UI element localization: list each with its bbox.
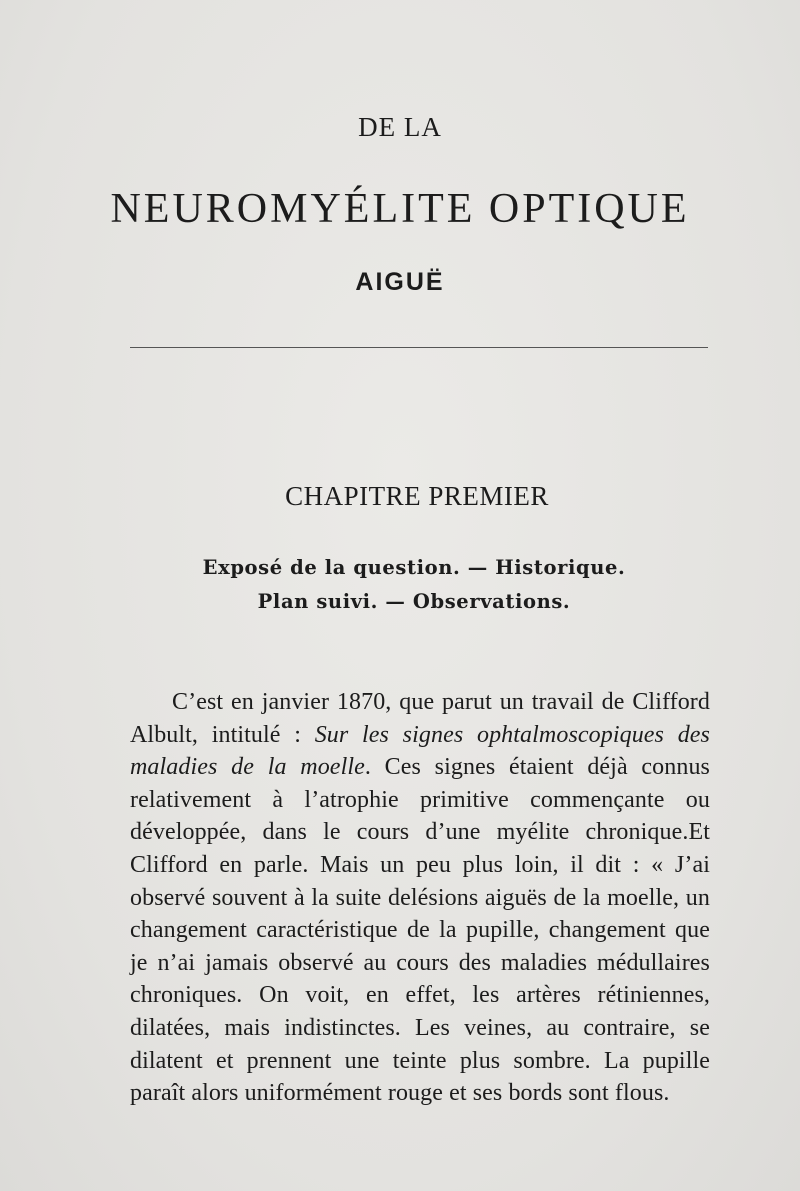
main-title: NEUROMYÉLITE OPTIQUE [110,186,690,232]
body-paragraph [130,686,710,1110]
paragraph-part-2: . Ces signes étaient déjà connus relativement à l’atrophie primitive commençante ou développée, dans le cours d’une myélite chronique.Et Clifford en parle. Mais un peu plus loin, il dit : « J’ai observé souvent à la suite delésions aiguës de la moelle, un changement caractéristique de la pupille, changement que je n’ai jamais observé au cours des maladies médullaires chroniques. On voit, en effet, les artères rétiniennes, dilatées, mais indistinctes. Les veines, au contraire, se dilatent et prennent une teinte plus sombre. La pupille paraît alors uniformément rouge et ses bords sont flous. [130,754,710,1107]
chapter-subtitle-line-1: Exposé de la question. — Historique. [202,556,626,579]
book-title-italic: Sur les signes ophtalmoscopiques des maladies de la moelle [130,721,710,781]
pre-title: DE LA [358,112,442,142]
subtitle: AIGUË [355,268,445,296]
paragraph-part-1: C’est en janvier 1870, que parut un travail de Clifford Albult, intitulé : [130,689,710,748]
paragraph-text [130,686,710,1110]
horizontal-rule [130,347,708,348]
chapter-title: CHAPITRE PREMIER [285,481,549,511]
chapter-subtitle-line-2: Plan suivi. — Observations. [257,590,571,613]
